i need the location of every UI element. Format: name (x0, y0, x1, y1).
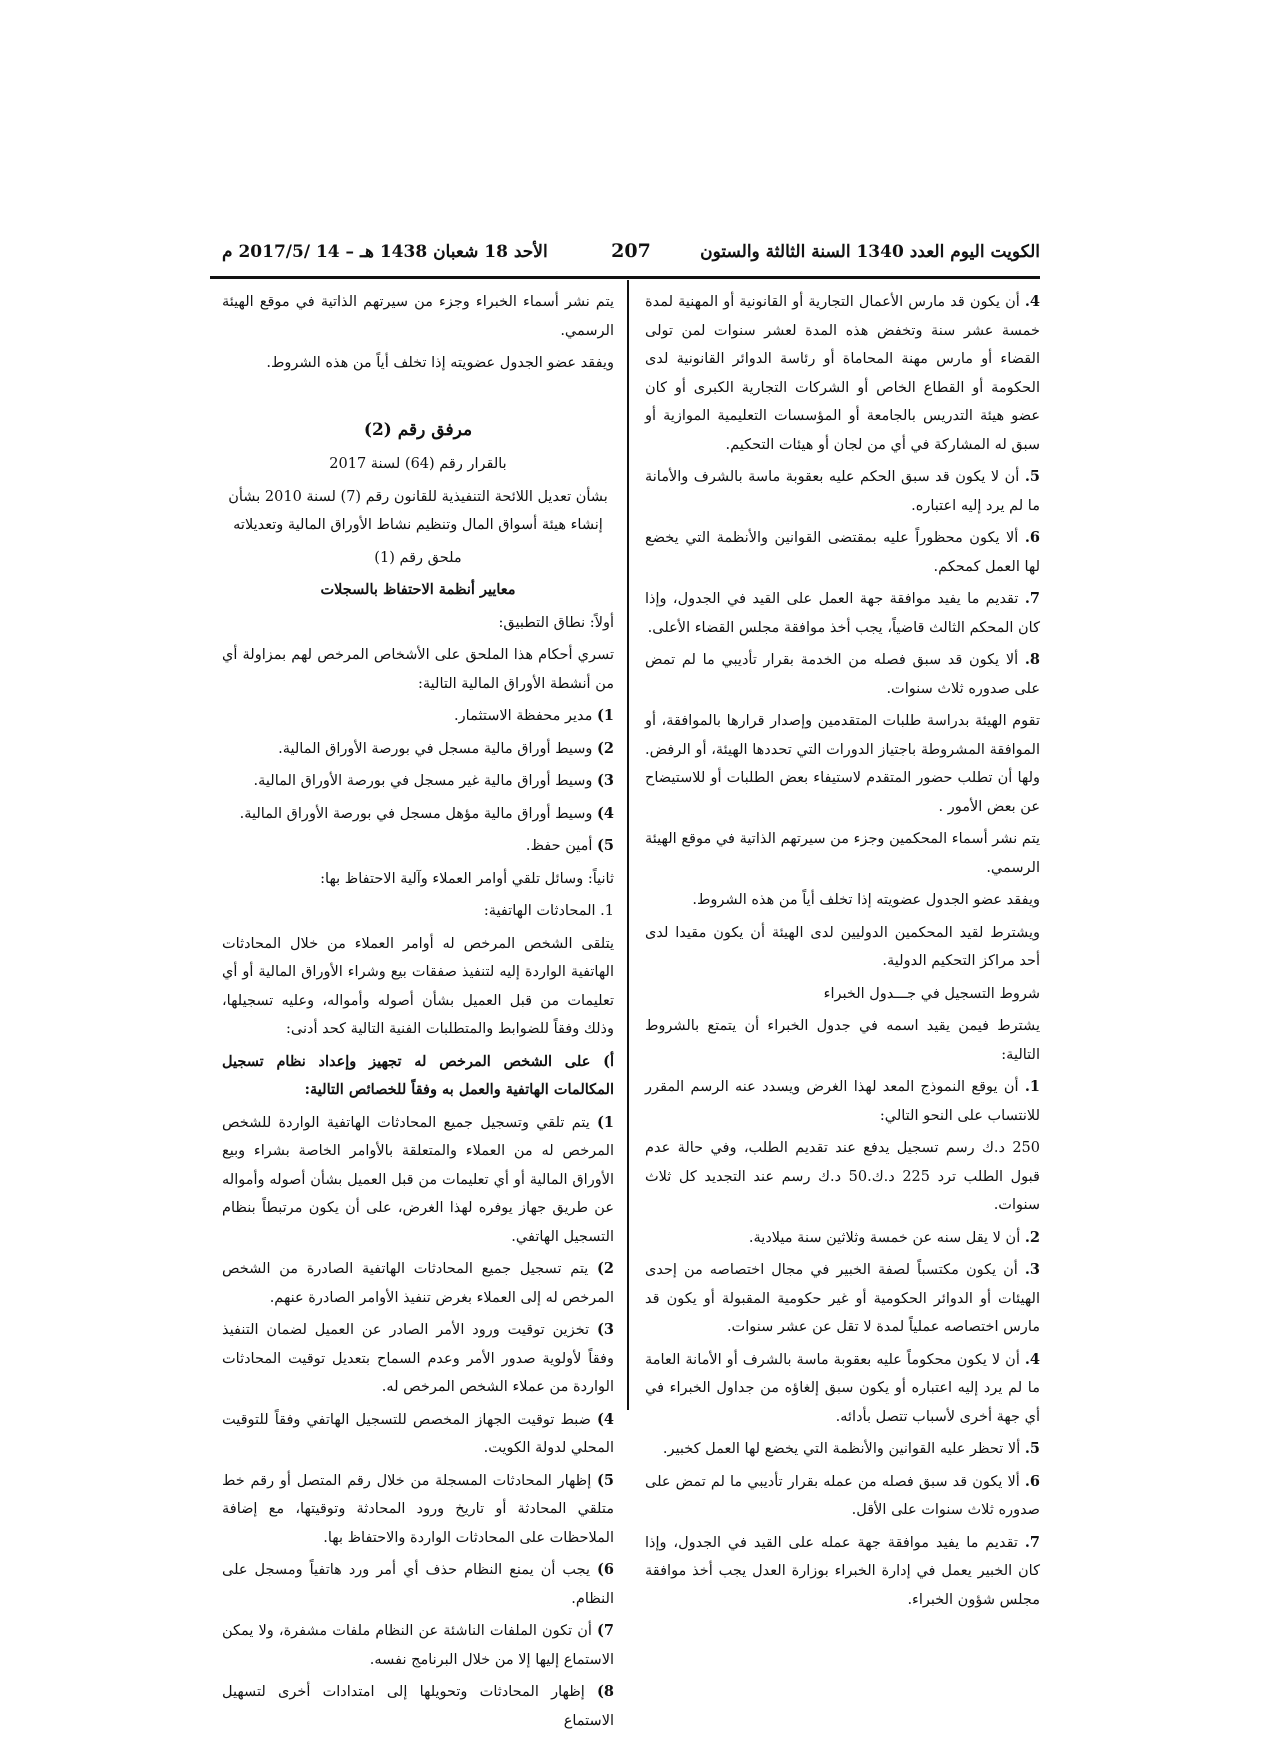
list-item (645, 288, 1040, 459)
paragraph: يتم نشر أسماء الخبراء وجزء من سيرتهم الذاتية في موقع الهيئة الرسمي. (222, 294, 614, 339)
item-number: 3) (597, 772, 614, 789)
list-item (222, 1255, 614, 1312)
item-text: إظهار المحادثات وتحويلها إلى امتدادات أخرى لتسهيل الاستماع (222, 1684, 614, 1729)
list-item (222, 1556, 614, 1613)
item-text: وسيط أوراق مالية مسجل في بورصة الأوراق المالية. (278, 740, 593, 757)
item-text: أن يكون قد مارس الأعمال التجارية أو القانونية أو المهنية لمدة خمسة عشر سنة وتخفض هذه المدة لعشر سنوات لمن تولى القضاء أو مارس مهنة المحاماة أو رئاسة الدوائر القانونية لدى الحكومة أو القطاع الخاص أو الشركات التجارية الكبرى أو كان عضو هيئة التدريس بالجامعة أو المؤسسات التعليمية الموازية أو سبق له المشاركة في أي من لجان أو هيئات التحكيم. (645, 294, 1040, 453)
list-item (645, 1073, 1040, 1130)
item-text: وسيط أوراق مالية غير مسجل في بورصة الأوراق المالية. (253, 773, 593, 789)
experts-intro: يشترط فيمن يقيد اسمه في جدول الخبراء أن يتمتع بالشروط التالية: (645, 1018, 1040, 1063)
item-number: 5. (1024, 468, 1041, 485)
list-item (645, 524, 1040, 581)
list-item (645, 646, 1040, 703)
item-text: وسيط أوراق مالية مؤهل مسجل في بورصة الأوراق المالية. (239, 805, 593, 822)
list-item (222, 832, 614, 861)
paragraph: يتم نشر أسماء المحكمين وجزء من سيرتهم الذاتية في موقع الهيئة الرسمي. (645, 831, 1040, 876)
item-text: أمين حفظ. (525, 838, 593, 854)
appendix-title: ملحق رقم (1) (374, 549, 462, 566)
item-text: أن يكون مكتسباً لصفة الخبير في مجال اختصاصه من إحدى الهيئات أو الدوائر الحكومية أو غير حكومية المقبولة أو يكون قد مارس اختصاصه عملياً لمدة لا تقل عن عشر سنوات. (645, 1262, 1040, 1335)
item-text: يتم تسجيل جميع المحادثات الهاتفية الصادرة من الشخص المرخص له إلى العملاء بغرض تنفيذ الأوامر الصادرة عنهم. (222, 1261, 614, 1306)
left-column (222, 288, 614, 1739)
item-text: أن لا يكون محكوماً عليه بعقوبة ماسة بالشرف أو الأمانة العامة ما لم يرد إليه اعتباره أو يكون سبق إلغاؤه من جداول الخبراء في أي جهة أخرى لأسباب تتصل بأدائه. (645, 1351, 1040, 1425)
item-number: 3. (1024, 1261, 1040, 1278)
annex-title: مرفق رقم (2) (363, 419, 473, 440)
item-number: 8) (597, 1683, 615, 1700)
item-text: ألا يكون محظوراً عليه بمقتضى القوانين والأنظمة التي يخضع لها العمل كمحكم. (645, 530, 1040, 575)
item-number: 5) (597, 1471, 615, 1489)
section-title: ثانياً: وسائل تلقي أوامر العملاء وآلية الاحتفاظ بها: (320, 870, 614, 887)
clause-a: أ) على الشخص المرخص له تجهيز وإعداد نظام تسجيل المكالمات الهاتفية والعمل به وفقاً للخصائص التالية: (222, 1052, 614, 1098)
standards-title: معايير أنظمة الاحتفاظ بالسجلات (320, 581, 516, 598)
item-text: ألا تحظر عليه القوانين والأنظمة التي يخضع لها العمل كخبير. (662, 1441, 1021, 1457)
item-number: 1) (597, 707, 614, 724)
paragraph: ويفقد عضو الجدول عضويته إذا تخلف أياً من هذه الشروط. (266, 355, 614, 371)
list-item (222, 767, 614, 796)
list-item (222, 702, 614, 731)
item-number: 2. (1024, 1228, 1040, 1246)
item-text: 250 د.ك رسم تسجيل يدفع عند تقديم الطلب، وفي حالة عدم قبول الطلب ترد 225 د.ك.50 د.ك رسم عند التجديد كل ثلاث سنوات. (645, 1140, 1040, 1213)
item-number: 1) (597, 1113, 615, 1131)
item-text: ألا يكون قد سبق فصله من عمله بقرار تأديبي ما لم تمض على صدوره ثلاث سنوات على الأقل. (645, 1473, 1040, 1518)
list-item (222, 800, 614, 829)
list-item (645, 1435, 1040, 1464)
item-text: تقديم ما يفيد موافقة جهة العمل على القيد في الجدول، وإذا كان المحكم الثالث قاضياً، يجب أخذ موافقة مجلس القضاء الأعلى. (645, 591, 1040, 636)
item-number: 5) (597, 837, 614, 854)
regarding-line: بشأن تعديل اللائحة التنفيذية للقانون رقم (7) لسنة 2010 بشأن إنشاء هيئة أسواق المال وتنظيم نشاط الأوراق المالية وتعديلاته (228, 488, 608, 533)
item-text: أن يوقع النموذج المعد لهذا الغرض ويسدد عنه الرسم المقرر للانتساب على النحو التالي: (645, 1079, 1040, 1124)
item-number: 7) (597, 1622, 614, 1639)
item-number: 7. (1024, 590, 1041, 607)
item-number: 3) (597, 1321, 614, 1338)
list-item (645, 1134, 1040, 1220)
subsection-title: 1. المحادثات الهاتفية: (483, 903, 614, 919)
list-item (222, 1678, 614, 1735)
header-issue: الكويت اليوم العدد 1340 السنة الثالثة والستون (700, 242, 1040, 262)
paragraph: تقوم الهيئة بدراسة طلبات المتقدمين وإصدار قرارها بالموافقة، أو الموافقة المشروطة باجتياز الدورات التي تحددها الهيئة، أو الرفض. ولها أن تطلب حضور المتقدم لاستيفاء بعض الطلبات أو للاستيضاح عن بعض الأمور . (645, 713, 1040, 815)
item-text: يتم تلقي وتسجيل جميع المحادثات الهاتفية الواردة للشخص المرخص له من العملاء والمتعلقة بالأوامر الخاصة بشراء وبيع الأوراق المالية أو أي تعليمات من قبل العميل بشأن أصوله وأمواله عن طريق جهاز يوفره لهذا الغرض، على أن يكون مرتبطاً بنظام التسجيل الهاتفي. (222, 1114, 614, 1245)
features-list (222, 1109, 614, 1736)
header-rule (210, 276, 1040, 279)
activities-list (222, 702, 614, 861)
item-text: ضبط توقيت الجهاز المخصص للتسجيل الهاتفي وفقاً للتوقيت المحلي لدولة الكويت. (222, 1411, 614, 1456)
paragraph: تسري أحكام هذا الملحق على الأشخاص المرخص لهم بمزاولة أي من أنشطة الأوراق المالية التالية: (222, 647, 614, 692)
item-number: 1. (1024, 1078, 1040, 1095)
arbitrator-conditions (645, 288, 1040, 703)
expert-conditions (645, 1073, 1040, 1614)
paragraph: يتلقى الشخص المرخص له أوامر العملاء من خلال المحادثات الهاتفية الواردة إليه لتنفيذ صفقات بيع وشراء الأوراق المالية أو أي تعليمات من قبل العميل بشأن أصوله وأمواله، وعليه تسجيلها، وذلك وفقاً للضوابط والمتطلبات الفنية التالية كحد أدنى: (222, 935, 614, 1037)
item-number: 6. (1024, 1472, 1040, 1490)
item-text: أن لا يكون قد سبق الحكم عليه بعقوبة ماسة بالشرف والأمانة ما لم يرد إليه اعتباره. (645, 469, 1040, 514)
right-column (645, 288, 1040, 1618)
decision-line: بالقرار رقم (64) لسنة 2017 (329, 456, 507, 472)
list-item (645, 1346, 1040, 1432)
list-item (222, 1406, 614, 1463)
item-number: 2) (597, 739, 614, 757)
list-item (222, 1467, 614, 1553)
item-text: مدير محفظة الاستثمار. (454, 708, 593, 724)
item-number: 5. (1024, 1440, 1040, 1457)
item-text: تقديم ما يفيد موافقة جهة عمله على القيد في الجدول، وإذا كان الخبير يعمل في إدارة الخبراء بوزارة العدل يجب أخذ موافقة مجلس شؤون الخبراء. (645, 1534, 1040, 1608)
item-number: 7. (1024, 1533, 1040, 1551)
item-text: تخزين توقيت ورود الأمر الصادر عن العميل لضمان التنفيذ وفقاً لأولوية صدور الأمر وعدم السماح بتعديل توقيت المحادثات الواردة من عملاء الشخص المرخص له. (222, 1322, 614, 1395)
item-text: أن تكون الملفات الناشئة عن النظام ملفات مشفرة، ولا يمكن الاستماع إليها إلا من خلال البرنامج نفسه. (222, 1623, 614, 1668)
list-item (645, 1224, 1040, 1253)
list-item (222, 1109, 614, 1252)
paragraph: ويفقد عضو الجدول عضويته إذا تخلف أياً من هذه الشروط. (692, 892, 1040, 908)
item-number: 6. (1024, 529, 1040, 546)
page-number: 207 (611, 240, 651, 262)
column-divider (627, 280, 629, 1410)
experts-title: شروط التسجيل في جـــدول الخبراء (823, 985, 1040, 1002)
item-number: 4) (597, 804, 614, 822)
list-item (222, 1316, 614, 1402)
item-number: 8. (1024, 651, 1041, 668)
item-number: 4) (597, 1410, 614, 1428)
item-number: 2) (597, 1260, 615, 1277)
page-header (222, 240, 1040, 270)
item-text: يجب أن يمنع النظام حذف أي أمر ورد هاتفياً ومسجل على النظام. (222, 1562, 614, 1607)
item-number: 6) (597, 1561, 615, 1578)
section-title: أولاً: نطاق التطبيق: (498, 614, 614, 631)
paragraph: ويشترط لقيد المحكمين الدوليين لدى الهيئة أن يكون مقيدا لدى أحد مراكز التحكيم الدولية. (645, 924, 1040, 969)
item-number: 4. (1024, 1350, 1041, 1368)
item-text: إظهار المحادثات المسجلة من خلال رقم المتصل أو رقم خط متلقي المحادثة أو تاريخ ورود المحادثة وتوقيتها، مع إضافة الملاحظات على المحادثات الواردة والاحتفاظ بها. (222, 1472, 614, 1546)
item-text: ألا يكون قد سبق فصله من الخدمة بقرار تأديبي ما لم تمض على صدوره ثلاث سنوات. (645, 652, 1040, 697)
list-item (222, 1617, 614, 1674)
list-item (645, 1256, 1040, 1342)
item-text: أن لا يقل سنه عن خمسة وثلاثين سنة ميلادية. (748, 1229, 1021, 1246)
list-item (645, 1468, 1040, 1525)
list-item (645, 463, 1040, 520)
list-item (645, 585, 1040, 642)
list-item (222, 735, 614, 764)
list-item (645, 1529, 1040, 1615)
item-number: 4. (1024, 293, 1040, 310)
header-date: الأحد 18 شعبان 1438 هـ – 14 /2017/5 م (222, 242, 548, 262)
